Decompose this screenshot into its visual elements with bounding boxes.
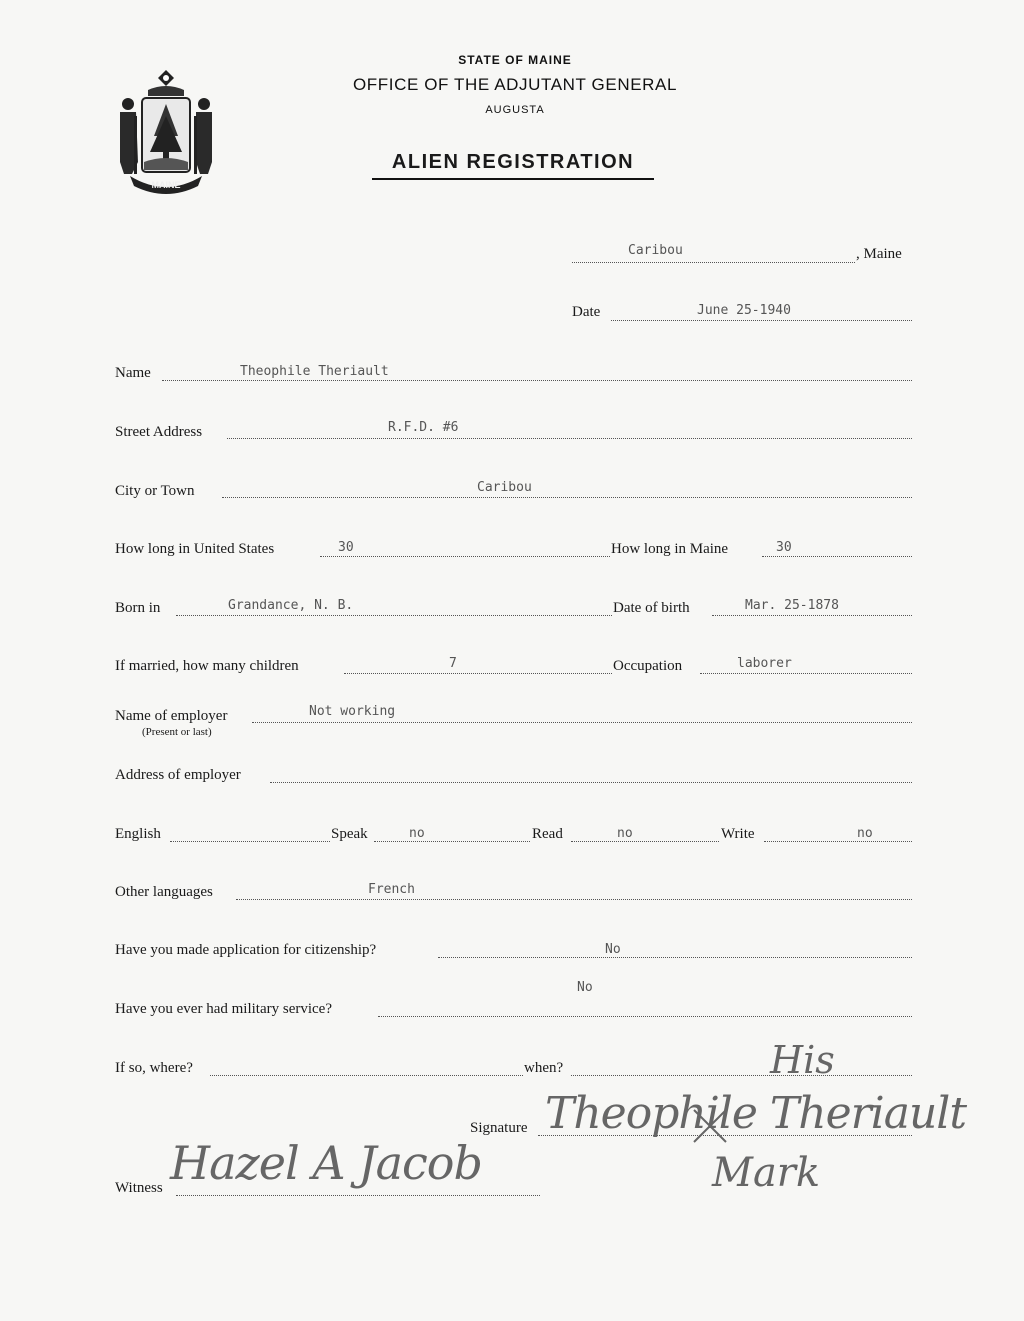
languages-value: French [368,882,415,897]
speak-value: no [409,826,425,841]
signature-his: His [770,1038,835,1082]
children-value: 7 [449,656,457,671]
military-label: Have you ever had military service? [115,1001,332,1017]
citizenship-value: No [605,942,621,957]
citizenship-line [438,957,912,958]
employer-line [252,722,912,723]
read-label: Read [532,826,563,842]
state-heading: STATE OF MAINE [458,53,572,67]
date-label: Date [572,304,601,320]
name-value: Theophile Theriault [240,364,389,379]
name-line [162,380,912,381]
city-value: Caribou [477,480,532,495]
city-label: City or Town [115,483,195,499]
english-label: English [115,826,161,842]
place-value: Caribou [628,243,683,258]
maine-state-seal-icon [112,66,220,196]
speak-label: Speak [331,826,368,842]
street-line [227,438,912,439]
maine-years-label: How long in Maine [611,541,729,557]
write-label: Write [721,826,755,842]
where-line [210,1075,523,1076]
military-line [378,1016,912,1017]
street-value: R.F.D. #6 [388,420,459,435]
dob-value: Mar. 25-1878 [745,598,839,613]
where-label: If so, where? [115,1060,193,1076]
us-years-label: How long in United States [115,541,275,557]
languages-line [236,899,912,900]
write-line [764,841,912,842]
office-heading: OFFICE OF THE ADJUTANT GENERAL [352,75,678,94]
military-value: No [577,980,593,995]
employer-address-label: Address of employer [115,767,241,783]
maine-years-value: 30 [776,540,792,555]
maine-years-line [762,556,912,557]
date-line [611,320,912,321]
languages-label: Other languages [115,884,213,900]
when-label: when? [524,1060,564,1076]
employer-note: (Present or last) [142,726,212,738]
children-label: If married, how many children [115,658,299,674]
read-line [571,841,719,842]
street-label: Street Address [115,424,203,440]
signature-mark: Mark [712,1150,821,1196]
born-label: Born in [115,600,161,616]
occupation-line [700,673,912,674]
witness-label: Witness [115,1180,163,1196]
date-value: June 25-1940 [697,303,791,318]
english-line [170,841,330,842]
employer-label: Name of employer [115,708,228,724]
write-value: no [857,826,873,841]
children-line [344,673,612,674]
name-label: Name [115,365,151,381]
signature-x-mark-icon [690,1106,730,1146]
speak-line [374,841,530,842]
us-years-line [320,556,610,557]
occupation-label: Occupation [613,658,683,674]
signature-name: Theophile Theriault [545,1088,967,1139]
born-line [176,615,612,616]
city-line [222,497,912,498]
signature-label: Signature [470,1120,528,1136]
witness-signature: Hazel A Jacob [170,1136,482,1190]
read-value: no [617,826,633,841]
occupation-value: laborer [737,656,792,671]
citizenship-label: Have you made application for citizenship? [115,942,377,958]
witness-line [176,1195,540,1196]
employer-address-line [270,782,912,783]
place-line [572,262,855,263]
when-line [571,1075,912,1076]
born-value: Grandance, N. B. [228,598,354,613]
dob-line [712,615,912,616]
employer-value: Not working [309,704,396,719]
place-suffix: , Maine [856,246,902,262]
seal-banner-text: MAINE [151,180,181,190]
form-title: ALIEN REGISTRATION [372,151,654,180]
dob-label: Date of birth [613,600,690,616]
city-heading: AUGUSTA [485,104,545,116]
us-years-value: 30 [338,540,354,555]
